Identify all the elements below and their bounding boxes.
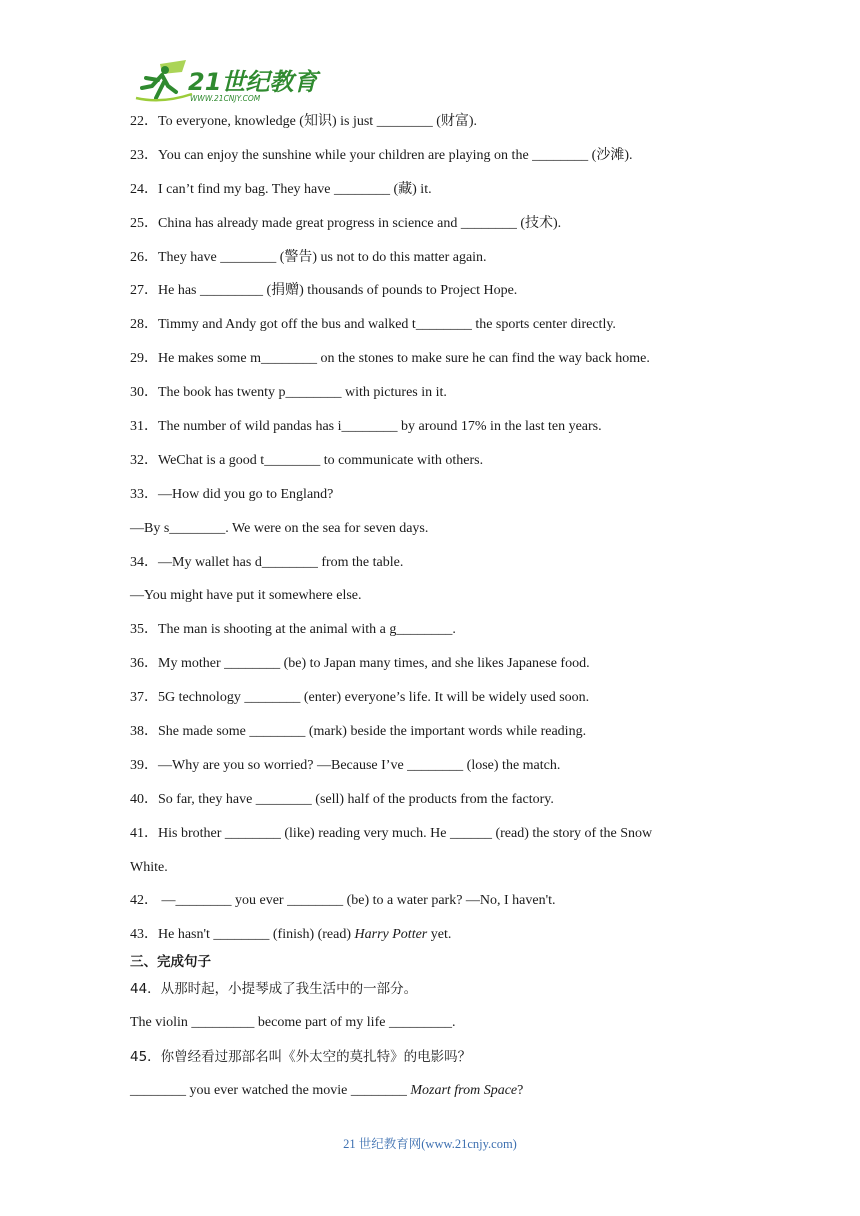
question-44-english: The violin _________ become part of my life _________. [130,1015,456,1031]
logo-url: WWW.21CNJY.COM [190,94,261,103]
question-list [130,110,730,1113]
question-line: 23．You can enjoy the sunshine while your children are playing on the ________ (沙滩). [130,147,633,163]
question-line: 27．He has _________ (捐赠) thousands of pounds to Project Hope. [130,283,518,299]
question-line: 22．To everyone, knowledge (知识) is just ________ (财富). [130,114,478,129]
question-line: 40．So far, they have ________ (sell) half of the products from the factory. [130,791,554,807]
question-45-chinese: 45．你曾经看过那部名叫《外太空的莫扎特》的电影吗？ [130,1049,472,1066]
question-line: 36．My mother ________ (be) to Japan many times, and she likes Japanese food. [130,656,590,672]
section-heading: 三、完成句子 [130,954,211,971]
question-line: 30．The book has twenty p________ with pictures in it. [130,385,447,401]
question-line: 38．She made some ________ (mark) beside the important words while reading. [130,724,587,740]
question-line: 39．—Why are you so worried? —Because I’ve ________ (lose) the match. [130,757,561,773]
question-line: 42． —________ you ever ________ (be) to a water park? —No, I haven't. [130,893,556,909]
logo-text: 21世纪教育 [188,68,318,96]
question-line: 29．He makes some m________ on the stones to make sure he can find the way back home. [130,351,650,367]
movie-title: Mozart from Space [410,1083,518,1099]
question-line: 32．WeChat is a good t________ to communicate with others. [130,452,484,468]
question-line: 31．The number of wild pandas has i________ by around 17% in the last ten years. [130,419,602,435]
question-45-english: ________ you ever watched the movie ________ Mozart from Space? [130,1083,524,1099]
question-line: 28．Timmy and Andy got off the bus and walked t________ the sports center directly. [130,317,616,333]
book-title: Harry Potter [354,927,428,943]
question-line-continued: White. [130,859,168,875]
page-footer[interactable]: 21 世纪教育网(www.21cnjy.com) [343,1137,517,1151]
question-line-43: 43．He hasn't ________ (finish) (read) Harry Potter yet. [130,927,452,943]
question-44-chinese: 44．从那时起，小提琴成了我生活中的一部分。 [130,981,418,998]
answer-line: —You might have put it somewhere else. [130,588,362,604]
question-line: 33．—How did you go to England? [130,486,334,502]
question-line: 41．His brother ________ (like) reading very much. He ______ (read) the story of the Snow [130,825,653,841]
site-logo [132,58,318,106]
question-line: 34．—My wallet has d________ from the table. [130,554,404,570]
question-line: 35．The man is shooting at the animal with a g________. [130,622,456,638]
question-line: 26．They have ________ (警告) us not to do this matter again. [130,249,487,265]
answer-line: —By s________. We were on the sea for seven days. [130,520,429,536]
question-line: 25．China has already made great progress in science and ________ (技术). [130,215,562,231]
question-line: 24．I can’t find my bag. They have ________ (藏) it. [130,181,432,197]
runner-logo-icon [132,58,318,106]
question-line: 37．5G technology ________ (enter) everyone’s life. It will be widely used soon. [130,690,590,706]
